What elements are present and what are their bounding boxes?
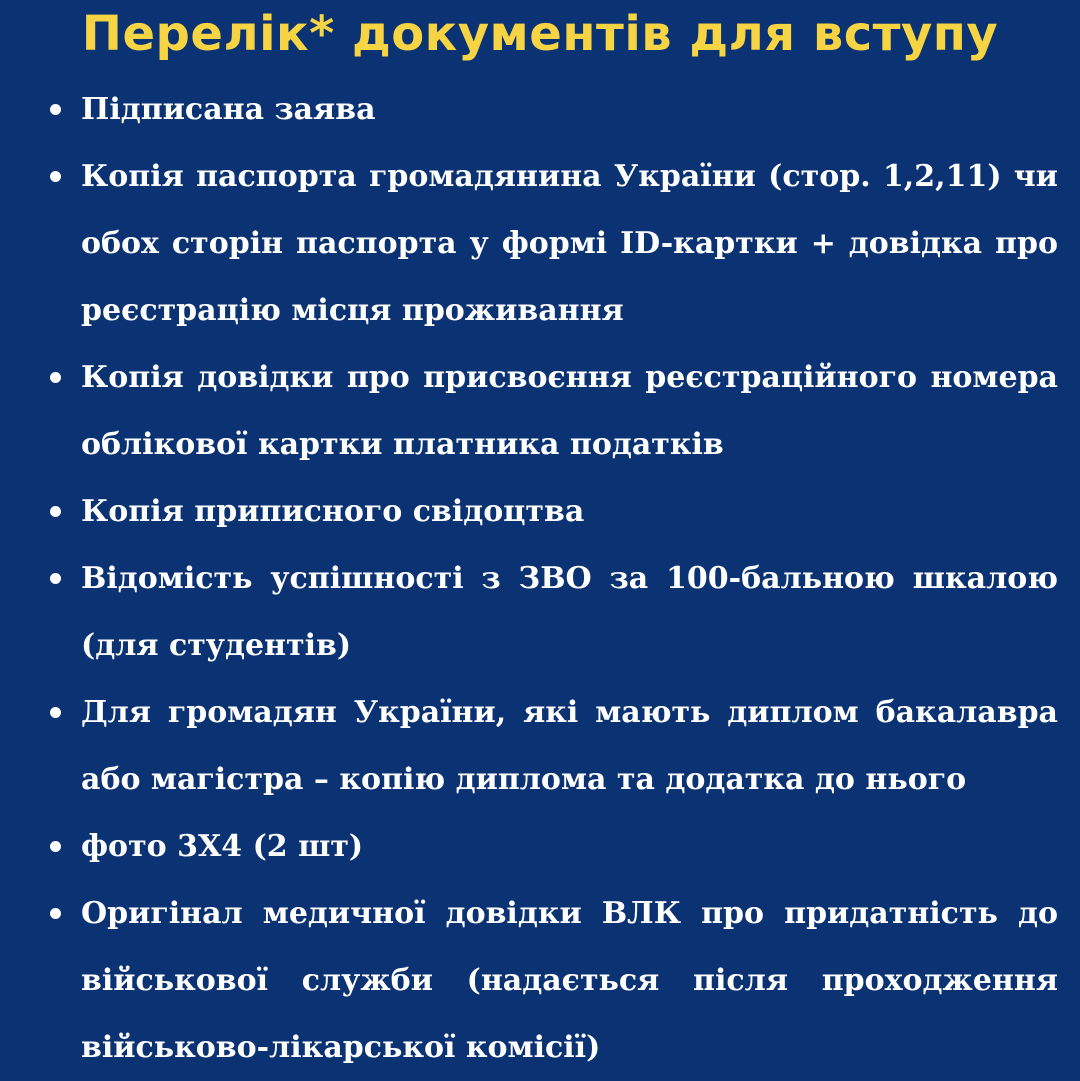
bullet-icon	[50, 908, 61, 919]
list-item-text: Оригінал медичної довідки ВЛК про придатність до військової служби (надається після проходження військово-лікарської комісії)	[81, 896, 1058, 1065]
page-title: Перелік* документів для вступу	[81, 6, 999, 62]
bullet-icon	[50, 506, 61, 517]
list-item-text: Копія паспорта громадянина України (стор. 1,2,11) чи обох сторін паспорта у формі ID-картки + довідка про реєстрацію місця проживання	[81, 159, 1058, 328]
bullet-icon	[50, 707, 61, 718]
bullet-icon	[50, 104, 61, 115]
list-item	[0, 344, 1080, 478]
bullet-icon	[50, 372, 61, 383]
list-item	[0, 813, 1080, 880]
list-item-text: Копія приписного свідоцтва	[81, 494, 585, 529]
list-item-text: Підписана заява	[81, 92, 376, 127]
bullet-icon	[50, 573, 61, 584]
list-item-text: Копія довідки про присвоєння реєстраційного номера облікової картки платника податків	[81, 360, 1058, 462]
list-item	[0, 880, 1080, 1081]
documents-list	[0, 76, 1080, 1081]
list-item	[0, 478, 1080, 545]
bullet-icon	[50, 171, 61, 182]
list-item	[0, 143, 1080, 344]
list-item	[0, 76, 1080, 143]
list-item-text: Для громадян України, які мають диплом бакалавра або магістра – копію диплома та додатка до нього	[81, 695, 1058, 797]
list-item-text: Відомість успішності з ЗВО за 100-бальною шкалою (для студентів)	[81, 561, 1058, 663]
bullet-icon	[50, 841, 61, 852]
list-item-text: фото 3Х4 (2 шт)	[81, 829, 364, 864]
list-item	[0, 679, 1080, 813]
list-item	[0, 545, 1080, 679]
